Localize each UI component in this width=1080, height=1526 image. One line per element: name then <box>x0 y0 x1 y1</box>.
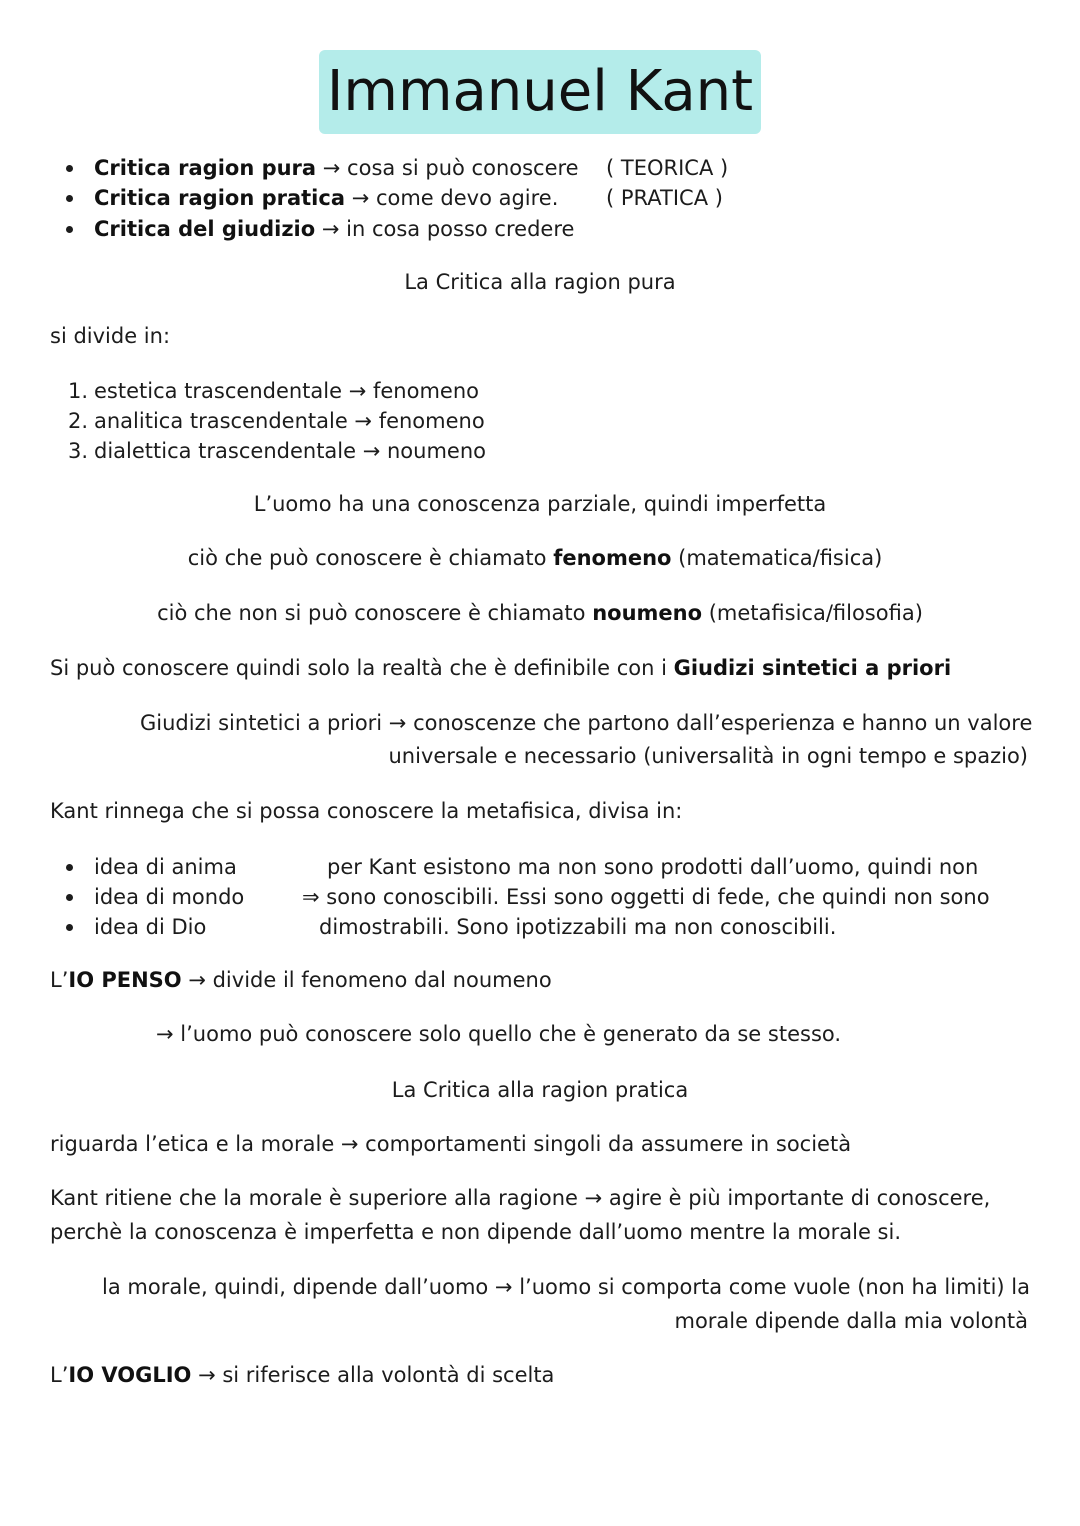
paragraph: ciò che non si può conoscere è chiamato noumeno (metafisica/filosofia) <box>157 601 923 625</box>
critique-tag: ( PRATICA ) <box>606 186 723 210</box>
idea-description: ⇒ sono conoscibili. Essi sono oggetti di fede, che quindi non sono <box>302 885 990 909</box>
critique-item: Critica ragion pratica → come devo agire. <box>94 183 558 213</box>
section-heading: La Critica alla ragion pura <box>404 270 676 294</box>
list-item: 2. analitica trascendentale → fenomeno <box>67 409 485 433</box>
list-item: 1. estetica trascendentale → fenomeno <box>67 379 479 403</box>
idea-description: dimostrabili. Sono ipotizzabili ma non conoscibili. <box>319 915 837 939</box>
paragraph: la morale, quindi, dipende dall’uomo → l’uomo si comporta come vuole (non ha limiti) la <box>102 1275 1030 1299</box>
paragraph: Kant ritiene che la morale è superiore alla ragione → agire è più importante di conoscere, <box>50 1186 991 1210</box>
paragraph: Giudizi sintetici a priori → conoscenze che partono dall’esperienza e hanno un valore <box>140 711 1033 735</box>
list-item: 3. dialettica trascendentale → noumeno <box>67 439 486 463</box>
paragraph: Si può conoscere quindi solo la realtà che è definibile con i Giudizi sintetici a priori <box>50 656 952 680</box>
idea-item: idea di mondo <box>94 882 244 912</box>
paragraph: L’IO PENSO → divide il fenomeno dal noumeno <box>50 968 552 992</box>
idea-item: idea di anima <box>94 852 237 882</box>
paragraph: universale e necessario (universalità in ogni tempo e spazio) <box>388 744 1028 768</box>
paragraph: morale dipende dalla mia volontà <box>674 1309 1028 1333</box>
paragraph: Kant rinnega che si possa conoscere la metafisica, divisa in: <box>50 799 683 823</box>
paragraph: → l’uomo può conoscere solo quello che è generato da se stesso. <box>156 1022 842 1046</box>
paragraph: si divide in: <box>50 324 171 348</box>
paragraph: L’uomo ha una conoscenza parziale, quindi imperfetta <box>253 492 827 516</box>
idea-description: per Kant esistono ma non sono prodotti dall’uomo, quindi non <box>327 855 979 879</box>
critique-item: Critica del giudizio → in cosa posso credere <box>94 214 574 244</box>
section-heading: La Critica alla ragion pratica <box>391 1078 689 1102</box>
critique-item: Critica ragion pura → cosa si può conoscere <box>94 153 579 183</box>
critique-tag: ( TEORICA ) <box>606 156 729 180</box>
paragraph: L’IO VOGLIO → si riferisce alla volontà di scelta <box>50 1363 555 1387</box>
paragraph: riguarda l’etica e la morale → comportamenti singoli da assumere in società <box>50 1132 852 1156</box>
paragraph: ciò che può conoscere è chiamato fenomeno (matematica/fisica) <box>187 546 883 570</box>
idea-item: idea di Dio <box>94 912 206 942</box>
paragraph: perchè la conoscenza è imperfetta e non dipende dall’uomo mentre la morale si. <box>50 1220 902 1244</box>
page-title: Immanuel Kant <box>326 59 754 124</box>
